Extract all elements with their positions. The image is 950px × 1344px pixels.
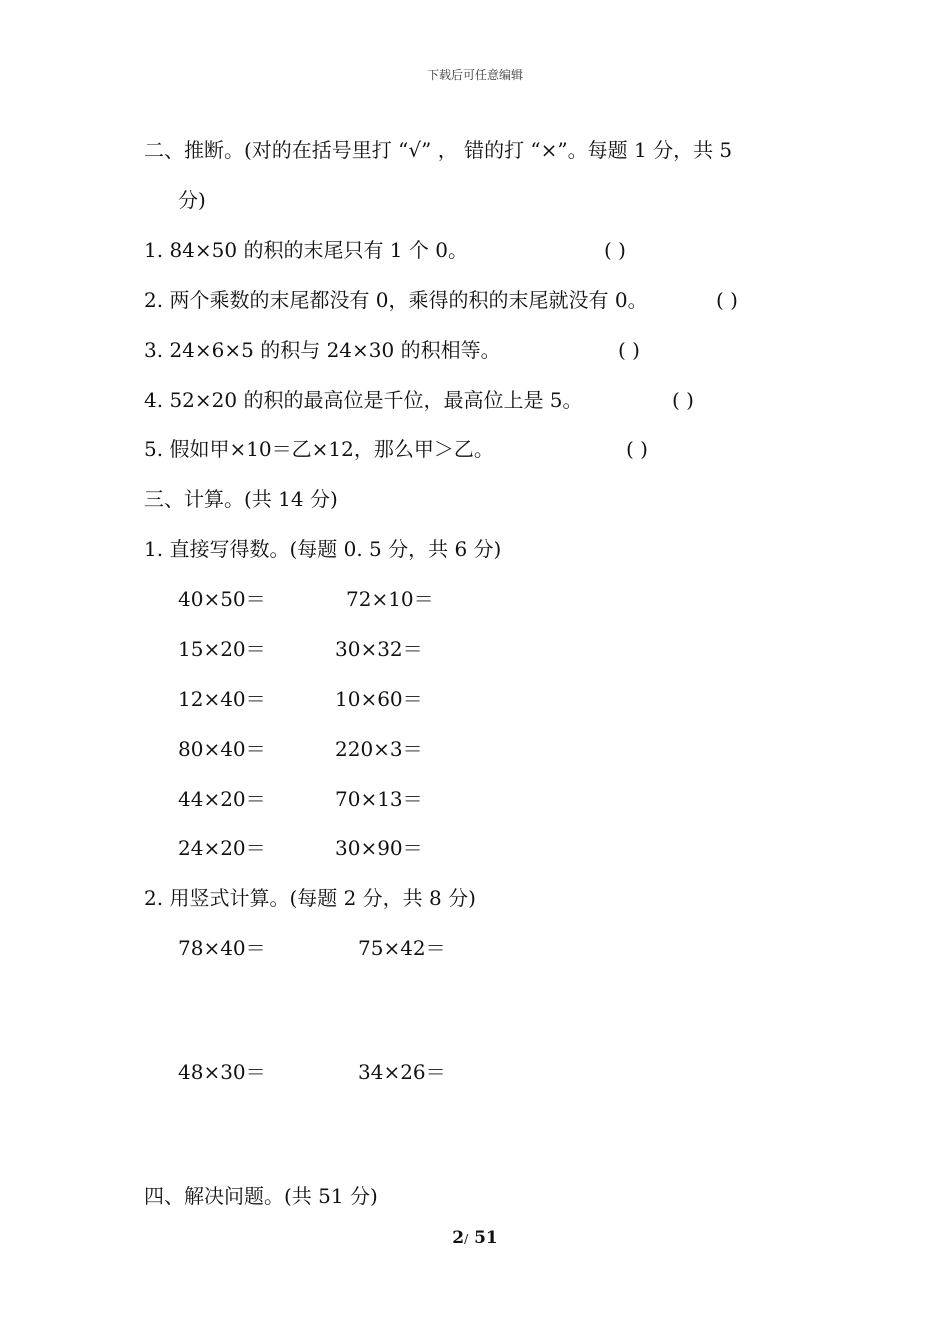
oral-calc-2-left: 15×20＝ [178,637,266,661]
section-2-title: 二、推断。(对的在括号里打 “√” ， 错的打 “×”。每题 1 分，共 5 [144,138,733,162]
vertical-calc-2-right: 34×26＝ [358,1060,446,1084]
section-3-title: 三、计算。(共 14 分) [144,487,338,511]
vertical-calc-2-left: 48×30＝ [178,1060,266,1084]
oral-calc-4-right: 220×3＝ [335,737,423,761]
judgment-item-4: 4. 52×20 的积的最高位是千位，最高位上是 5。 [144,388,583,412]
page-separator: / [464,1232,469,1246]
oral-calc-3-right: 10×60＝ [335,687,423,711]
oral-calc-6-left: 24×20＝ [178,836,266,860]
section-2-title-cont: 分) [178,188,206,212]
oral-calc-3-left: 12×40＝ [178,687,266,711]
answer-bracket-4[interactable]: ( ) [672,388,694,412]
total-pages: 51 [468,1228,498,1248]
answer-bracket-1[interactable]: ( ) [604,238,626,262]
vertical-calc-1-left: 78×40＝ [178,936,266,960]
section-4-title: 四、解决问题。(共 51 分) [144,1184,378,1208]
judgment-item-5: 5. 假如甲×10＝乙×12，那么甲＞乙。 [144,437,494,461]
part-2-title: 2. 用竖式计算。(每题 2 分，共 8 分) [144,886,476,910]
answer-bracket-5[interactable]: ( ) [626,437,648,461]
oral-calc-4-left: 80×40＝ [178,737,266,761]
vertical-calc-1-right: 75×42＝ [358,936,446,960]
page-number [0,1228,950,1248]
judgment-item-2: 2. 两个乘数的末尾都没有 0，乘得的积的末尾就没有 0。 [144,288,648,312]
current-page: 2 [452,1228,465,1248]
answer-bracket-3[interactable]: ( ) [618,338,640,362]
page-header: 下载后可任意编辑 [426,68,523,82]
oral-calc-5-right: 70×13＝ [335,787,423,811]
oral-calc-1-left: 40×50＝ [178,587,266,611]
oral-calc-2-right: 30×32＝ [335,637,423,661]
oral-calc-5-left: 44×20＝ [178,787,266,811]
judgment-item-1: 1. 84×50 的积的末尾只有 1 个 0。 [144,238,468,262]
oral-calc-6-right: 30×90＝ [335,836,423,860]
answer-bracket-2[interactable]: ( ) [716,288,738,312]
part-1-title: 1. 直接写得数。(每题 0. 5 分，共 6 分) [144,537,502,561]
judgment-item-3: 3. 24×6×5 的积与 24×30 的积相等。 [144,338,501,362]
oral-calc-1-right: 72×10＝ [346,587,434,611]
